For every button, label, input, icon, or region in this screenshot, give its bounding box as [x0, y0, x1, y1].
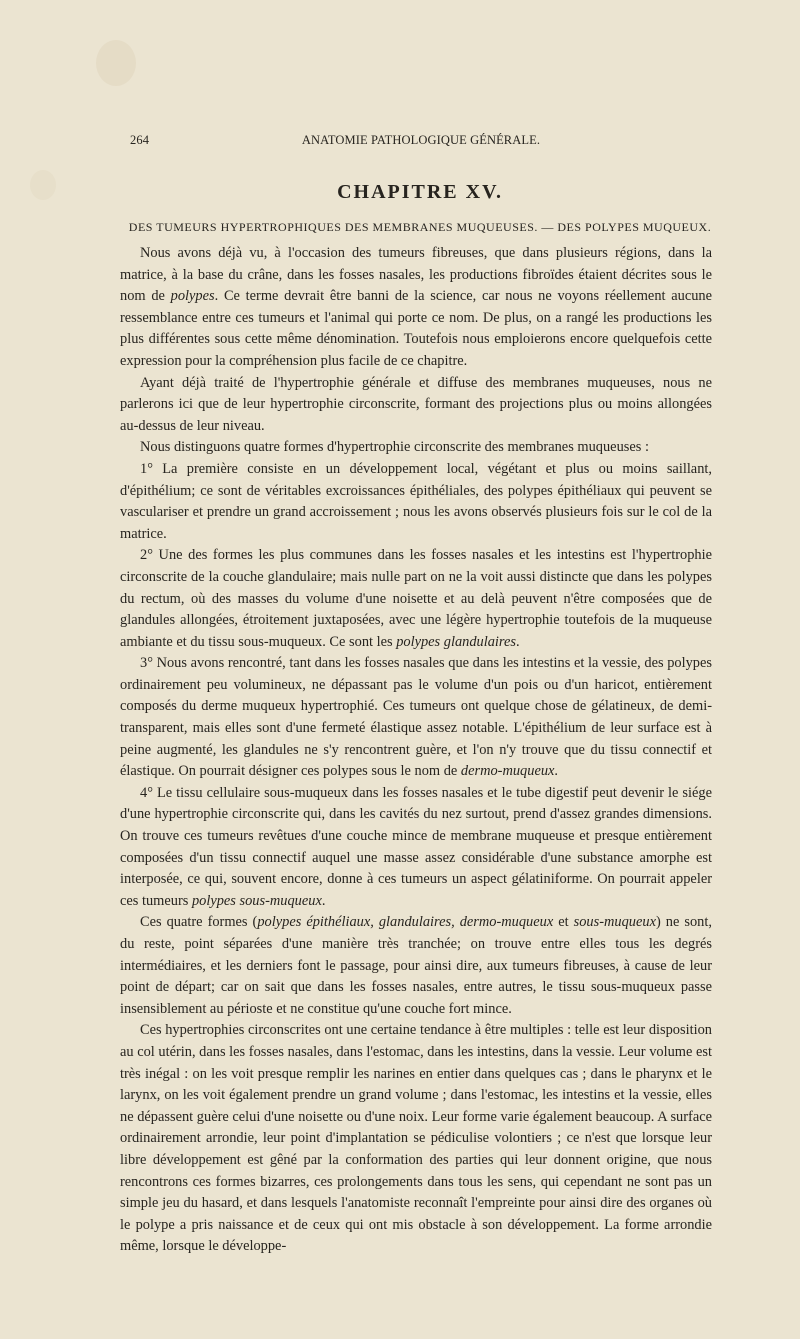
- italic-term: dermo-muqueux: [460, 763, 555, 780]
- paragraph: [120, 912, 712, 1020]
- paragraph: [120, 373, 712, 438]
- text-run: Nous avons déjà vu, à l'occasion des tumeurs fibreuses, que dans plusieurs régions, dans la matrice, à la base du crâne, dans les fosses nasales, les productions fibroïdes étaient décrites sous le nom de: [120, 245, 712, 305]
- text-run: Ayant déjà traité de l'hypertrophie générale et diffuse des membranes muqueuses, nous ne parlerons ici que de leur hypertrophie circonscrite, formant des projections plus ou moins allongées au-dessus de leur niveau.: [120, 374, 712, 434]
- paragraph: [120, 653, 712, 783]
- text-run: 3° Nous avons rencontré, tant dans les fosses nasales que dans les intestins et la vessie, des polypes ordinairement peu volumineux, ne dépassant pas le volume d'un pois ou d'un haricot, entièrement composés du derme muqueux hypertrophié. Ces tumeurs ont quelque chose de gélatineux, de demi-transparent, mais elles sont d'une fermeté élastique assez notable. L'épithélium de leur surface est à peine augmenté, les glandules ne s'y rencontrent guère, et l'on n'y trouve que du tissu connectif et élastique. On pourrait désigner ces polypes sous le nom de: [120, 655, 712, 780]
- paragraph: [120, 545, 712, 653]
- body-text: [120, 243, 712, 1258]
- paragraph: [120, 783, 712, 913]
- page-header: [130, 133, 712, 151]
- text-run: et: [553, 914, 574, 931]
- paragraph: [120, 459, 712, 545]
- text-run: .: [321, 892, 326, 909]
- text-run: .: [515, 633, 520, 650]
- italic-term: polypes glandulaires: [396, 633, 516, 650]
- italic-term: polypes sous-muqueux: [191, 892, 322, 909]
- running-head: ANATOMIE PATHOLOGIQUE GÉNÉRALE.: [301, 133, 541, 147]
- chapter-subtitle: DES TUMEURS HYPERTROPHIQUES DES MEMBRANES MUQUEUSES. — DES POLYPES MUQUEUX.: [128, 220, 712, 234]
- text-run: 4° Le tissu cellulaire sous-muqueux dans les fosses nasales et le tube digestif peut devenir le siége d'une hypertrophie circonscrite qui, dans les cavités du nez surtout, prend d'assez grandes dimensions. On trouve ces tumeurs revêtues d'une couche mince de membrane muqueuse et presque entièrement composées d'un tissu connectif auquel une masse assez considérable d'une substance amorphe est interposée, ce qui, souvent encore, donne à ces tumeurs un aspect gélatiniforme. On pourrait appeler ces tumeurs: [120, 784, 712, 909]
- paper-stain: [96, 40, 136, 86]
- italic-term: polypes: [170, 288, 215, 305]
- text-run: . Ce terme devrait être banni de la science, car nous ne voyons réellement aucune ressemblance entre ces tumeurs et l'animal qui porte ce nom. De plus, on a rangé les productions les plus différentes sous cette même dénomination. Toutefois nous emploierons encore quelquefois cette expression pour la compréhension plus facile de ce chapitre.: [120, 288, 712, 369]
- text-run: Nous distinguons quatre formes d'hypertrophie circonscrite des membranes muqueuses :: [140, 439, 649, 456]
- text-run: Ces quatre formes (: [140, 914, 258, 931]
- paragraph: [120, 1020, 712, 1258]
- paragraph: [120, 243, 712, 373]
- paragraph: [120, 437, 712, 459]
- italic-term: sous-muqueux: [573, 914, 656, 931]
- text-run: Ces hypertrophies circonscrites ont une certaine tendance à être multiples : telle est leur disposition au col utérin, dans les fosses nasales, dans l'estomac, dans les intestins, dans la vessie. Leur volume est très inégal : on les voit presque remplir les narines en entier dans quelques cas ; dans le pharynx et le larynx, on les voit également prendre un grand volume ; dans l'estomac, les intestins et la vessie, elles ne dépassent guère celui d'une noisette ou d'une noix. Leur forme varie également beaucoup. A surface ordinairement arrondie, leur point d'implantation se pédiculise volontiers ; ce n'est que lorsque leur libre développement est gêné par la conformation des parties qui leur donnent origine, que nous rencontrons ces formes bizarres, ces prolongements dans tous les sens, qui cependant ne sont pas un simple jeu du hasard, et dans lesquels l'anatomiste reconnaît l'empreinte pour ainsi dire des organes où le polype a pris naissance et de ceux qui ont mis obstacle à son développement. La forme arrondie même, lorsque le développe-: [120, 1022, 712, 1255]
- paper-stain: [30, 170, 56, 200]
- chapter-title: CHAPITRE XV.: [337, 181, 503, 203]
- text-run: ) ne sont, du reste, point séparées d'une manière très tranchée; on trouve entre elles tous les degrés intermédiaires, et les derniers font le passage, pour ainsi dire, aux tumeurs fibreuses, à cause de leur point de départ; car on sait que dans les fosses nasales, entre autres, le tissu sous-muqueux passe insensiblement au périoste et ne constitue qu'une couche fort mince.: [120, 914, 712, 1017]
- italic-term: polypes épithéliaux, glandulaires, dermo-muqueux: [257, 914, 554, 931]
- page-number: 264: [130, 133, 150, 147]
- text-run: .: [554, 763, 559, 780]
- text-run: 2° Une des formes les plus communes dans les fosses nasales et les intestins est l'hypertrophie circonscrite de la couche glandulaire; mais nulle part on ne la voit aussi distincte que dans les polypes du rectum, où des masses du volume d'une noisette et au delà peuvent n'être composées que de glandules allongées, étroitement juxtaposées, avec une légère hypertrophie toutefois de la muqueuse ambiante et du tissu sous-muqueux. Ce sont les: [120, 547, 712, 650]
- text-run: 1° La première consiste en un développement local, végétant et plus ou moins saillant, d'épithélium; ce sont de véritables excroissances épithéliales, des polypes épithéliaux qui peuvent se vasculariser et prendre un grand accroissement ; nous les avons observés plusieurs fois sur le col de la matrice.: [120, 460, 712, 542]
